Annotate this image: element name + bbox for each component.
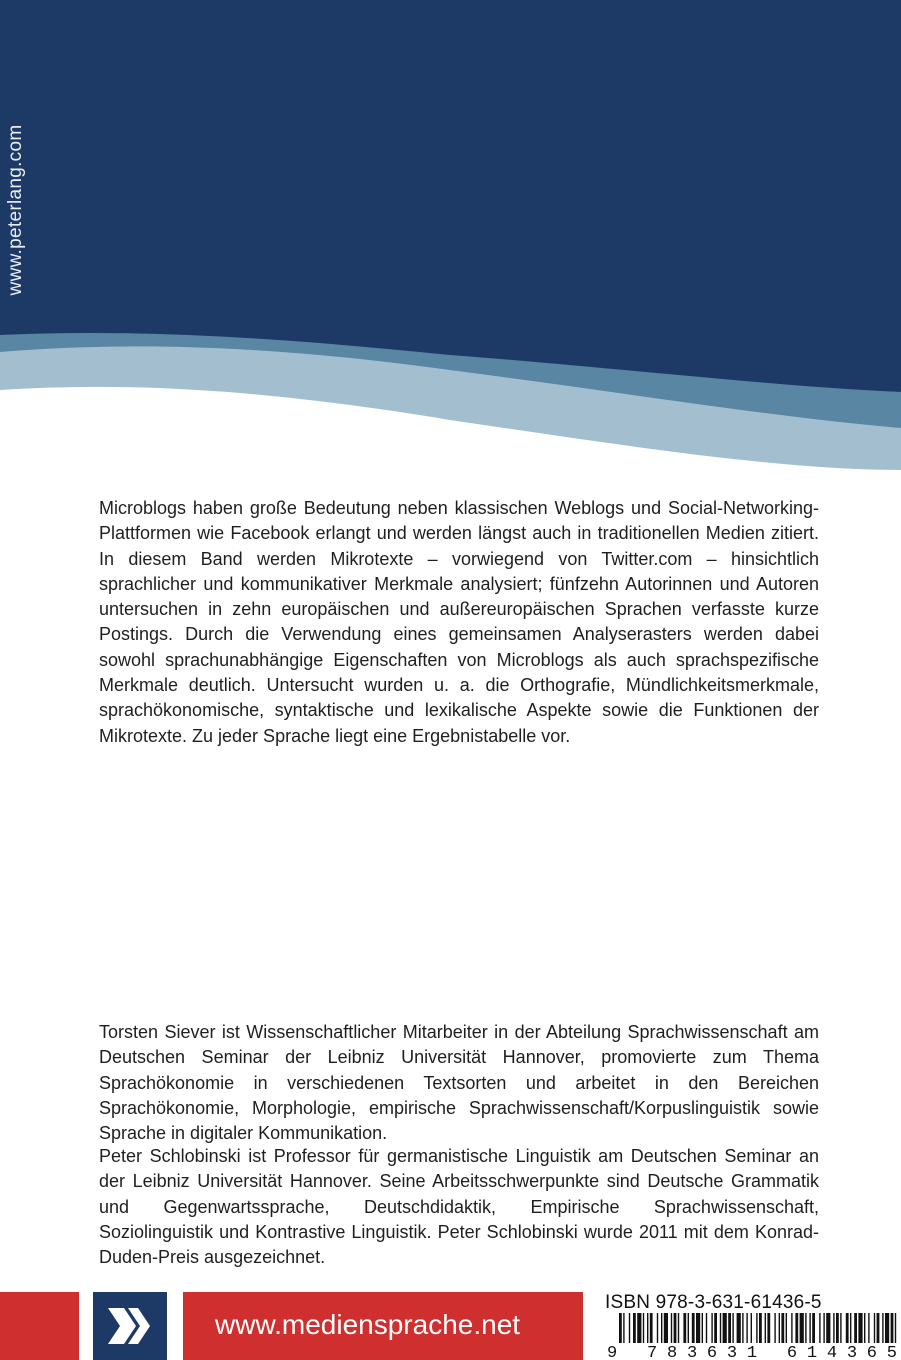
isbn-label: ISBN 978-3-631-61436-5	[605, 1292, 822, 1313]
publisher-url[interactable]: www.peterlang.com	[5, 124, 26, 296]
header-banner	[0, 0, 901, 470]
isbn-barcode	[605, 1313, 901, 1360]
footer-url-link[interactable]: www.mediensprache.net	[215, 1309, 521, 1340]
author-bio-siever: Torsten Siever ist Wissenschaftlicher Mitarbeiter in der Abteilung Sprachwissenschaft am Deutschen Seminar der Leibniz Universität Hannover, promovierte zum Thema Sprachökonomie in verschiedenen Textsorten und arbeitet in den Bereichen Sprachökonomie, Morphologie, empirische Sprachwissenschaft/Korpuslinguistik sowie Sprache in digitaler Kommunikation.	[99, 1022, 819, 1144]
wave-banner	[0, 0, 901, 470]
barcode-digits: 9 783631 614365	[607, 1344, 897, 1360]
footer-red-left	[0, 1292, 79, 1360]
author-bio-schlobinski: Peter Schlobinski ist Professor für germanistische Linguistik am Deutschen Seminar an der Leibniz Universität Hannover. Seine Arbeitsschwerpunkte sind Deutsche Grammatik und Gegenwartssprache, Deutschdidaktik, Empirische Sprachwissenschaft, Soziolinguistik und Kontrastive Linguistik. Peter Schlobinski wurde 2011 mit dem Konrad-Duden-Preis ausgezeichnet.	[99, 1146, 819, 1268]
abstract-text: Microblogs haben große Bedeutung neben klassischen Weblogs und Social-Networking-Plattformen wie Facebook erlangt und werden längst auch in traditionellen Medien zitiert. In diesem Band werden Mikrotexte – vorwiegend von Twitter.com – hinsichtlich sprachlicher und kommunikativer Merkmale analysiert; fünfzehn Autorinnen und Autoren untersuchen in zehn europäischen und außereuropäischen Sprachen verfasste kurze Postings. Durch die Verwendung eines gemeinsamen Analyserasters werden dabei sowohl sprachunabhängige Eigenschaften von Microblogs als auch sprachspezifische Merkmale deutlich. Untersucht wurden u. a. die Orthografie, Mündlichkeitsmerkmale, sprachökonomische, syntaktische und lexikalische Aspekte sowie die Funktionen der Mikrotexte. Zu jeder Sprache liegt eine Ergebnistabelle vor.	[99, 498, 819, 746]
double-chevron-right-icon	[106, 1306, 154, 1346]
series-logo	[93, 1292, 167, 1360]
wave-navy	[0, 0, 901, 392]
